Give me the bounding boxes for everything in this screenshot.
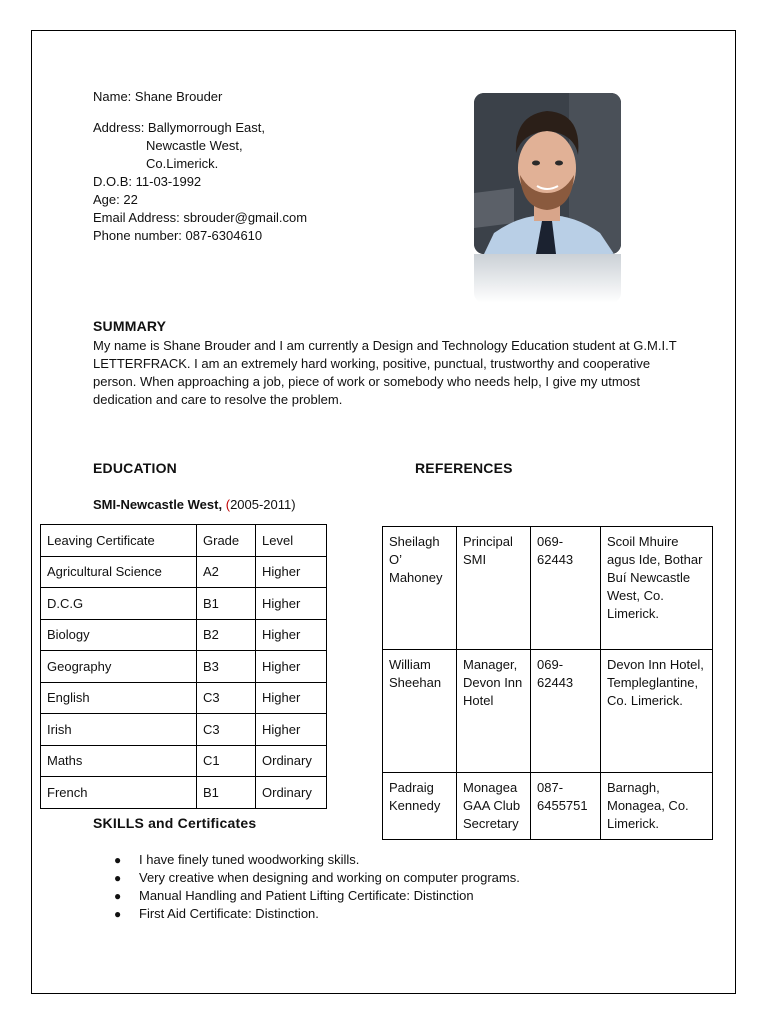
ref-phone-cell: 087-6455751 xyxy=(531,773,601,840)
subject-cell: D.C.G xyxy=(41,588,197,620)
ref-name-cell: Padraig Kennedy xyxy=(383,773,457,840)
address-line-3: Co.Limerick. xyxy=(146,156,219,171)
ref-name-cell: Sheilagh O’ Mahoney xyxy=(383,527,457,650)
grade-cell: B1 xyxy=(197,588,256,620)
contact-block xyxy=(93,119,307,245)
grade-cell: C3 xyxy=(197,714,256,746)
ref-role-cell: Principal SMI xyxy=(457,527,531,650)
table-row xyxy=(41,682,327,714)
bullet-icon: ● xyxy=(114,889,122,903)
phone-line: Phone number: 087-6304610 xyxy=(93,228,263,243)
list-item xyxy=(114,887,520,905)
dob-line: D.O.B: 11-03-1992 xyxy=(93,174,202,189)
bullet-icon: ● xyxy=(114,871,122,885)
skills-list xyxy=(114,851,520,923)
ref-name-cell: William Sheehan xyxy=(383,650,457,773)
grade-cell: C3 xyxy=(197,682,256,714)
school-line xyxy=(93,496,296,514)
reference-row xyxy=(383,527,713,650)
subject-cell: Agricultural Science xyxy=(41,556,197,588)
subject-cell: Irish xyxy=(41,714,197,746)
header-cell: Grade xyxy=(197,525,256,557)
school-years: 2005-2011) xyxy=(230,497,296,512)
age-line: Age: 22 xyxy=(93,192,138,207)
reference-row xyxy=(383,650,713,773)
grade-cell: A2 xyxy=(197,556,256,588)
grade-cell: C1 xyxy=(197,745,256,777)
table-row xyxy=(41,745,327,777)
list-item xyxy=(114,869,520,887)
level-cell: Higher xyxy=(256,619,327,651)
grade-cell: B2 xyxy=(197,619,256,651)
address-line-1: Address: Ballymorrough East, xyxy=(93,120,265,135)
summary-text: My name is Shane Brouder and I am currently a Design and Technology Education student at G.M.I.T LETTERFRACK. I am an extremely hard working, positive, punctual, trustworthy and cooperative person. When approaching a job, piece of work or somebody who needs help, I give my utmost dedication and care to resolve the problem. xyxy=(93,338,677,407)
education-table xyxy=(40,524,327,809)
school-name: SMI-Newcastle West, xyxy=(93,497,223,512)
level-cell: Ordinary xyxy=(256,745,327,777)
list-item xyxy=(114,851,520,869)
bullet-icon: ● xyxy=(114,853,122,867)
subject-cell: English xyxy=(41,682,197,714)
level-cell: Higher xyxy=(256,588,327,620)
table-row xyxy=(41,777,327,809)
table-row xyxy=(41,651,327,683)
email-line: Email Address: sbrouder@gmail.com xyxy=(93,210,308,225)
skills-heading: SKILLS and Certificates xyxy=(93,815,257,831)
profile-photo xyxy=(474,93,621,303)
subject-cell: Geography xyxy=(41,651,197,683)
ref-address-cell: Scoil Mhuire agus Ide, Bothar Buí Newcastle West, Co. Limerick. xyxy=(601,527,713,650)
list-item xyxy=(114,905,520,923)
table-row xyxy=(41,588,327,620)
ref-address-cell: Barnagh, Monagea, Co. Limerick. xyxy=(601,773,713,840)
address-line-2: Newcastle West, xyxy=(146,138,243,153)
photo-reflection xyxy=(474,254,621,303)
ref-phone-cell: 069-62443 xyxy=(531,650,601,773)
subject-cell: French xyxy=(41,777,197,809)
photo-image xyxy=(474,93,621,254)
references-heading: REFERENCES xyxy=(415,460,513,476)
ref-role-cell: Monagea GAA Club Secretary xyxy=(457,773,531,840)
level-cell: Ordinary xyxy=(256,777,327,809)
skill-text: Manual Handling and Patient Lifting Certificate: Distinction xyxy=(139,888,474,903)
bullet-icon: ● xyxy=(114,907,122,921)
name-line: Name: Shane Brouder xyxy=(93,89,223,104)
subject-cell: Biology xyxy=(41,619,197,651)
table-header-row xyxy=(41,525,327,557)
skill-text: Very creative when designing and working on computer programs. xyxy=(139,870,520,885)
level-cell: Higher xyxy=(256,682,327,714)
ref-role-cell: Manager, Devon Inn Hotel xyxy=(457,650,531,773)
level-cell: Higher xyxy=(256,714,327,746)
ref-address-cell: Devon Inn Hotel, Templeglantine, Co. Limerick. xyxy=(601,650,713,773)
skill-text: I have finely tuned woodworking skills. xyxy=(139,852,360,867)
reference-row xyxy=(383,773,713,840)
years-open-paren: ( xyxy=(225,497,231,512)
level-cell: Higher xyxy=(256,556,327,588)
grade-cell: B1 xyxy=(197,777,256,809)
person-portrait-icon xyxy=(474,93,621,254)
table-row xyxy=(41,619,327,651)
ref-phone-cell: 069-62443 xyxy=(531,527,601,650)
table-row xyxy=(41,556,327,588)
skill-text: First Aid Certificate: Distinction. xyxy=(139,906,319,921)
subject-cell: Maths xyxy=(41,745,197,777)
header-cell: Level xyxy=(256,525,327,557)
table-row xyxy=(41,714,327,746)
summary-heading: SUMMARY xyxy=(93,318,167,334)
education-heading: EDUCATION xyxy=(93,460,177,476)
references-table xyxy=(382,526,713,840)
level-cell: Higher xyxy=(256,651,327,683)
grade-cell: B3 xyxy=(197,651,256,683)
header-cell: Leaving Certificate xyxy=(41,525,197,557)
